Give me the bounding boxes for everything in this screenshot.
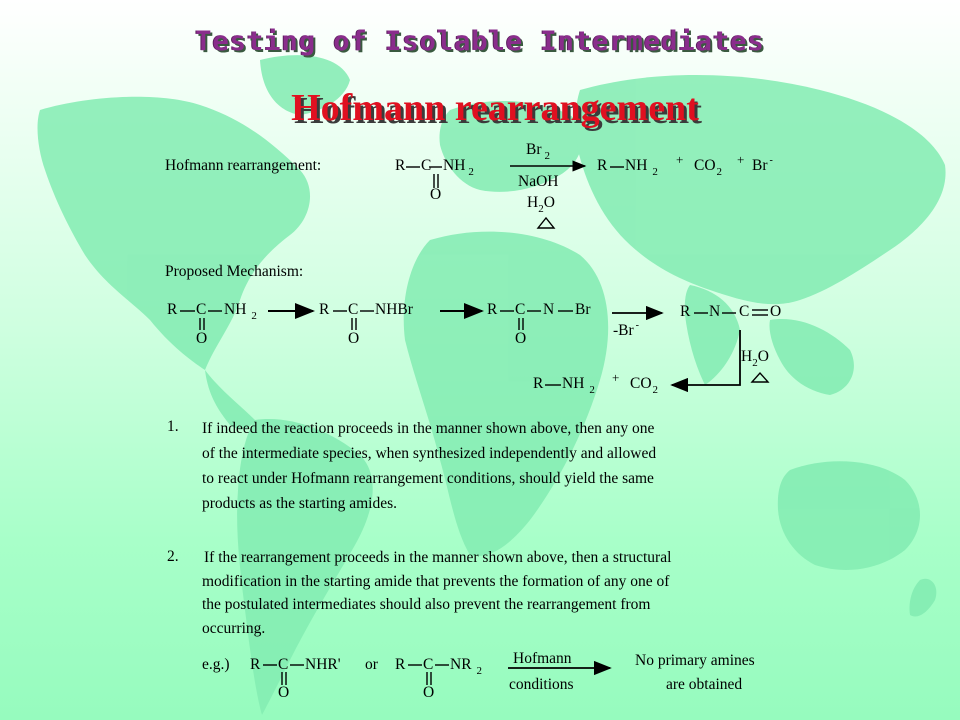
eq-bromide: Br -	[752, 155, 773, 174]
m1-c: C	[196, 301, 207, 318]
m4-c: C	[739, 303, 750, 320]
ex2-nr2: NR $_2$	[450, 656, 483, 677]
m4-o: O	[770, 303, 782, 320]
point-2-line-2: modification in the starting amide that prevents the formation of any one of	[202, 572, 670, 590]
point-1-line-4: products as the starting amides.	[202, 495, 397, 512]
equation-label: Hofmann rearrangement:	[165, 157, 322, 174]
m2-nhbr: NHBr	[375, 301, 413, 318]
heat-triangle-top	[538, 218, 554, 228]
eq-product-r: R	[597, 157, 608, 174]
ex1-r: R	[250, 656, 261, 673]
ex2-c: C	[423, 656, 434, 673]
m-loss-br: -Br -	[613, 320, 640, 339]
slide-title: Testing of Isolable Intermediates	[195, 26, 765, 57]
point-1-line-3: to react under Hofmann rearrangement conditions, should yield the same	[202, 470, 654, 487]
m3-o: O	[515, 330, 527, 347]
eq-reactant-nh: NH $_2$	[443, 157, 474, 178]
point-1-text	[202, 416, 762, 516]
m3-n: N	[543, 301, 555, 318]
m2-r: R	[319, 301, 330, 318]
m-product-r: R	[533, 375, 544, 392]
eq-reactant-o: O	[430, 186, 442, 203]
ex2-o: O	[423, 684, 435, 701]
m-water: $H_2O$	[741, 348, 769, 369]
m3-br: Br	[575, 301, 591, 318]
eq-reagent-water: $H_2O$	[527, 194, 555, 215]
ex1-nhr: NHR'	[305, 656, 341, 673]
slide-subtitle: Hofmann rearrangement	[291, 87, 699, 129]
m4-r: R	[680, 303, 691, 320]
example-result-line-1: No primary amines	[635, 652, 755, 669]
point-2-line-1: If the rearrangement proceeds in the manner shown above, then a structural	[204, 549, 672, 566]
m-product-nh2: NH $_2$	[562, 375, 595, 396]
m2-o: O	[348, 330, 360, 347]
m-product-plus: +	[612, 370, 620, 385]
eq-product-nh2: NH $_2$	[625, 157, 658, 178]
point-2-number: 2.	[167, 548, 179, 565]
point-2-line-3: the postulated intermediates should also prevent the rearrangement from	[202, 596, 651, 613]
m-product-co2: $CO_2$	[630, 375, 659, 396]
ex1-o: O	[278, 684, 290, 701]
example-label: e.g.)	[202, 656, 230, 673]
heat-triangle-mech	[752, 373, 768, 382]
m1-o: O	[196, 330, 208, 347]
m-bent-arrow	[672, 330, 740, 385]
m3-r: R	[487, 301, 498, 318]
point-2-text	[202, 546, 772, 640]
eq-reactant-c: C	[421, 157, 432, 174]
m3-c: C	[515, 301, 526, 318]
eq-co2: $CO_2$	[694, 157, 723, 178]
eq-reagent-naoh: NaOH	[518, 173, 559, 190]
eq-reactant-r: R	[395, 157, 406, 174]
example-result-line-2: are obtained	[666, 676, 743, 693]
ex2-r: R	[395, 656, 406, 673]
example-or: or	[365, 656, 378, 673]
m1-nh2: NH $_2$	[224, 301, 257, 322]
mechanism-label: Proposed Mechanism:	[165, 263, 304, 280]
m4-n: N	[709, 303, 721, 320]
point-1-line-1: If indeed the reaction proceeds in the manner shown above, then any one	[202, 420, 655, 437]
eq-plus-2: +	[737, 152, 745, 167]
point-1-number: 1.	[167, 418, 179, 435]
example-arrow-top: Hofmann	[513, 650, 572, 667]
point-1-line-2: of the intermediate species, when synthesized independently and allowed	[202, 445, 657, 462]
eq-plus-1: +	[676, 152, 684, 167]
m2-c: C	[348, 301, 359, 318]
example-arrow-bottom: conditions	[509, 676, 574, 693]
m1-r: R	[167, 301, 178, 318]
point-2-line-4: occurring.	[202, 619, 266, 637]
ex1-c: C	[278, 656, 289, 673]
eq-reagent-br2: Br $_2$	[526, 141, 550, 162]
